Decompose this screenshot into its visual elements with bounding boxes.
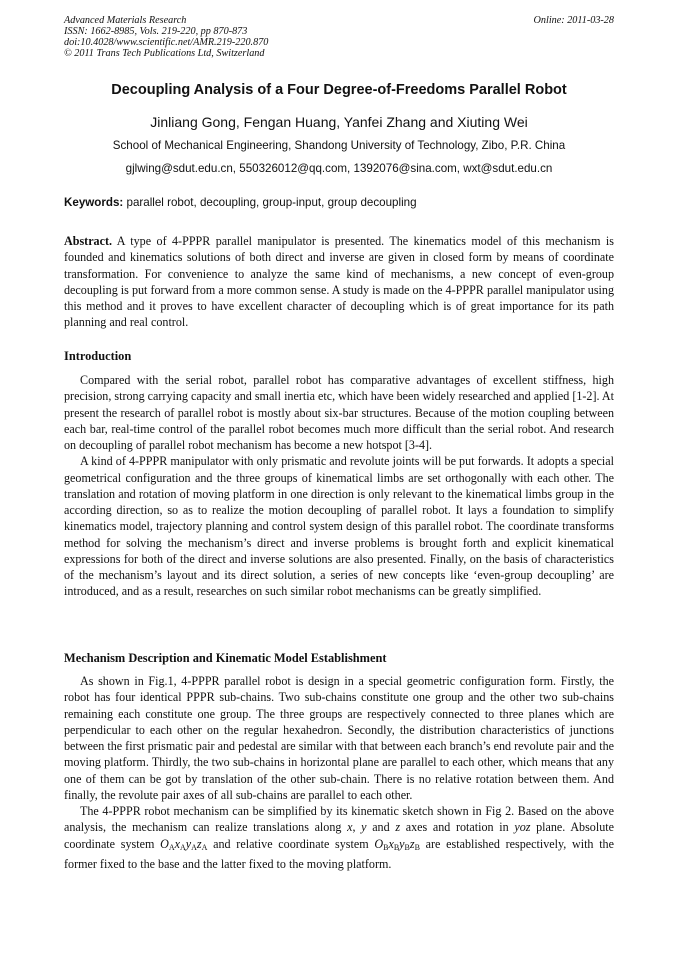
keywords [64,196,616,209]
affiliation: School of Mechanical Engineering, Shandong University of Technology, Zibo, P.R. China [112,139,566,152]
mechanism-paragraph-2: The 4-PPPR robot mechanism can be simplified by its kinematic sketch shown in Fig 2. Based on the above analysis, the mechanism can realize translations along x, y and z axes and rotation in yoz plane. Absolute coordinate system $O_Ax_Ay_Az_A$ and relative coordinate system $O_Bx_By_Bz_B$ are established respectively, with the former fixed to the base and the latter fixed to the moving platform. [64,804,614,871]
coord-absolute: $O_Ax_Ay_Az_A$ [160,836,208,852]
abstract-label: Abstract. [64,234,113,248]
keywords-label: Keywords: [64,196,124,209]
abstract [64,233,614,331]
intro-paragraph-1: Compared with the serial robot, parallel robot has comparative advantages of excellent stiffness, high precision, strong carrying capacity and small inertia etc, which have been widely researched and applied [1-2]. At present the research of parallel robot is mostly about six-bar structures. Because of the motion coupling between each bar, real-time control of the parallel robot becomes much more difficult than the serial robot. And research on decoupling of parallel robot mechanism has become a new hotspot [3-4]. [64,373,614,452]
issn-line: ISSN: 1662-8985, Vols. 219-220, pp 870-873 [64,26,248,37]
author-emails: gjlwing@sdut.edu.cn, 550326012@qq.com, 1392076@sina.com, wxt@sdut.edu.cn [125,162,553,175]
journal-header [64,15,268,59]
mechanism-body [64,673,614,872]
paper-title: Decoupling Analysis of a Four Degree-of-Freedoms Parallel Robot [111,82,567,98]
intro-paragraph-2: A kind of 4-PPPR manipulator with only prismatic and revolute joints will be put forwards. It adopts a special geometrical configuration and the three groups of kinematical limbs are set orthogonally with each other. The translation and rotation of moving platform in one direction is only relevant to the kinematical limbs group in the according direction, so as to realize the motion decoupling of parallel robot. It lays a foundation to simplify kinematics model, trajectory planning and control system design of this parallel robot. The coordinate transforms method for solving the mechanism’s direct and inverse problems is brought forth and explicit kinematical expressions for both of the direct and inverse solutions are also presented. Finally, on the basis of characteristics of the mechanism’s layout and its direct solution, a series of new concepts like ‘even-group decoupling’ are introduced, and as a result, researches on such similar robot mechanisms can be greatly simplified. [64,454,614,599]
copyright-line: © 2011 Trans Tech Publications Ltd, Switzerland [64,48,265,59]
introduction-body [64,372,614,600]
journal-name: Advanced Materials Research [64,15,187,26]
online-date: Online: 2011-03-28 [533,15,614,26]
abstract-text: A type of 4-PPPR parallel manipulator is presented. The kinematics model of this mechanism is founded and kinematics solutions of both direct and inverse are given in closed form by means of coordinate transformation. For convenience to analyze the same kind of mechanisms, a new concept of even-group decoupling is put forward from a more common sense. A study is made on the 4-PPPR parallel manipulator using this method and it proves to have excellent character of decoupling which is of great importance for its path planning and real control. [64,234,614,330]
keywords-text: parallel robot, decoupling, group-input, group decoupling [123,196,417,209]
doi-line: doi:10.4028/www.scientific.net/AMR.219-220.870 [64,37,269,48]
section-heading-mechanism: Mechanism Description and Kinematic Model Establishment [64,651,387,665]
coord-relative: $O_Bx_By_Bz_B$ [374,836,420,852]
author-list: Jinliang Gong, Fengan Huang, Yanfei Zhang and Xiuting Wei [150,114,528,130]
section-heading-introduction: Introduction [64,349,132,363]
mechanism-paragraph-1: As shown in Fig.1, 4-PPPR parallel robot is design in a special geometric configuration form. Firstly, the robot has four identical PPPR sub-chains. Two sub-chains constitute one group and the other two sub-chains remaining each constitute one group. The three groups are respectively connected to three planes which are perpendicular to each other on the regular hexahedron. Secondly, the distribution characteristics of junctions between the first prismatic pair and pedestal are similar with that between each branch’s end revolute pair and the moving platform. Thirdly, the two sub-chains in horizontal plane are parallel to each other, which means that any one of them can be got by translation of the other sub-chain. There is no relative rotation between them. And finally, the revolute pair axes of all sub-chains are parallel to each other. [64,674,614,802]
